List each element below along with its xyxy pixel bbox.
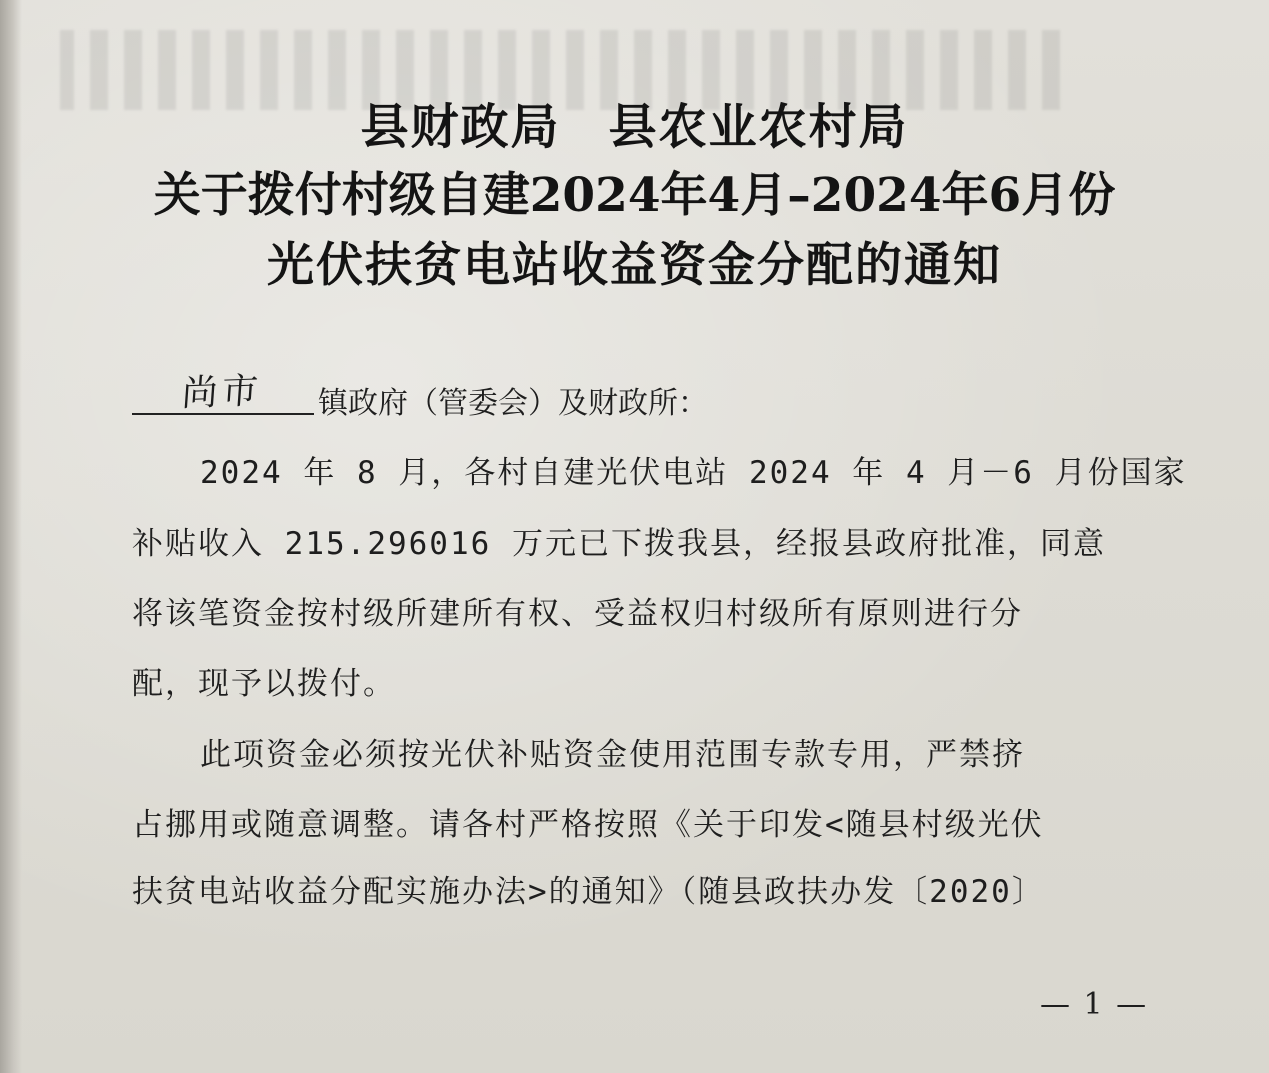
title-line-issuers	[0, 88, 1269, 157]
title-line-notice: 光伏扶贫电站收益资金分配的通知	[267, 238, 1002, 293]
issuer-agriculture-bureau: 县农业农村局	[608, 99, 909, 155]
addressee-text: 镇政府（管委会）及财政所：	[318, 386, 708, 421]
issuer-finance-bureau: 县财政局	[360, 99, 561, 155]
paragraph2-line: 占挪用或随意调整。请各村严格按照《关于印发<随县村级光伏	[132, 807, 1044, 843]
paragraph1-line: 将该笔资金按村级所建所有权、受益权归村级所有原则进行分	[132, 596, 1023, 632]
page-number: — 1 —	[1040, 987, 1149, 1022]
paragraph1-line: 2024 年 8 月，各村自建光伏电站 2024 年 4 月－6 月份国家	[200, 455, 1187, 491]
paragraph2-line: 扶贫电站收益分配实施办法>的通知》（随县政扶办发〔2020〕	[132, 874, 1045, 910]
paragraph2-line: 此项资金必须按光伏补贴资金使用范围专款专用，严禁挤	[200, 737, 1025, 773]
title-line-subject: 关于拨付村级自建2024年4月–2024年6月份	[153, 168, 1116, 223]
paragraph1-line: 配，现予以拨付。	[132, 666, 396, 702]
paragraph1-line: 补贴收入 215.296016 万元已下拨我县，经报县政府批准，同意	[132, 526, 1106, 562]
handwritten-town-name: 尚市	[180, 370, 264, 415]
